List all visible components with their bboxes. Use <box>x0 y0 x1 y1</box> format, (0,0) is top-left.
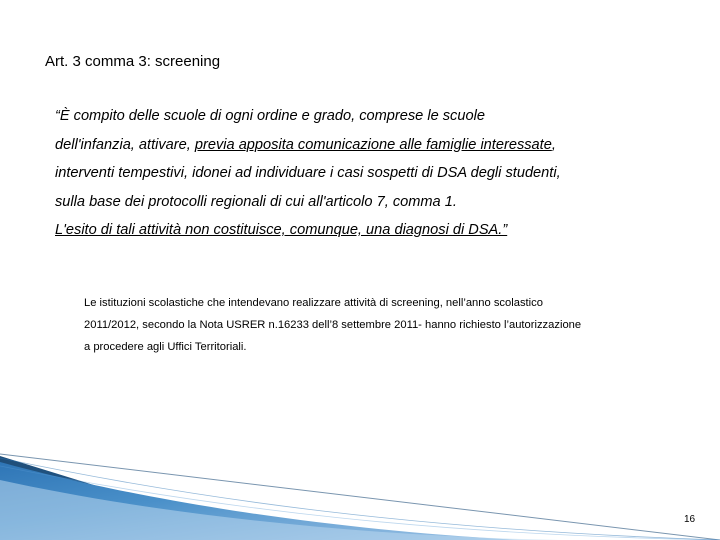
quote-line-2-underlined: previa apposita comunicazione alle famiglie interessate <box>194 136 552 153</box>
slide-title: Art. 3 comma 3: screening <box>45 53 221 70</box>
note-line-3: a procedere agli Uffici Territoriali. <box>84 341 247 353</box>
quote-line-2-end: , <box>551 136 556 153</box>
quote-line-2 <box>55 131 705 160</box>
quote-line-2-start: dell'infanzia, attivare, <box>55 136 195 153</box>
note-line-2: 2011/2012, secondo la Nota USRER n.16233 dell’8 settembre 2011- hanno richiesto l’autorizzazione <box>84 319 582 331</box>
page-number: 16 <box>684 514 696 525</box>
law-quote <box>55 102 705 245</box>
quote-line-5: L'esito di tali attività non costituisce, comunque, una diagnosi di DSA.” <box>55 222 508 238</box>
decorative-wave-band <box>0 440 720 540</box>
note-line-1: Le istituzioni scolastiche che intendevano realizzare attività di screening, nell’anno scolastico <box>84 297 543 309</box>
screening-note <box>84 292 714 358</box>
quote-line-3: interventi tempestivi, idonei ad individuare i casi sospetti di DSA degli studenti, <box>55 165 561 181</box>
quote-line-4: sulla base dei protocolli regionali di cui all'articolo 7, comma 1. <box>55 193 457 210</box>
quote-line-1: “È compito delle scuole di ogni ordine e grado, comprese le scuole <box>55 108 485 124</box>
